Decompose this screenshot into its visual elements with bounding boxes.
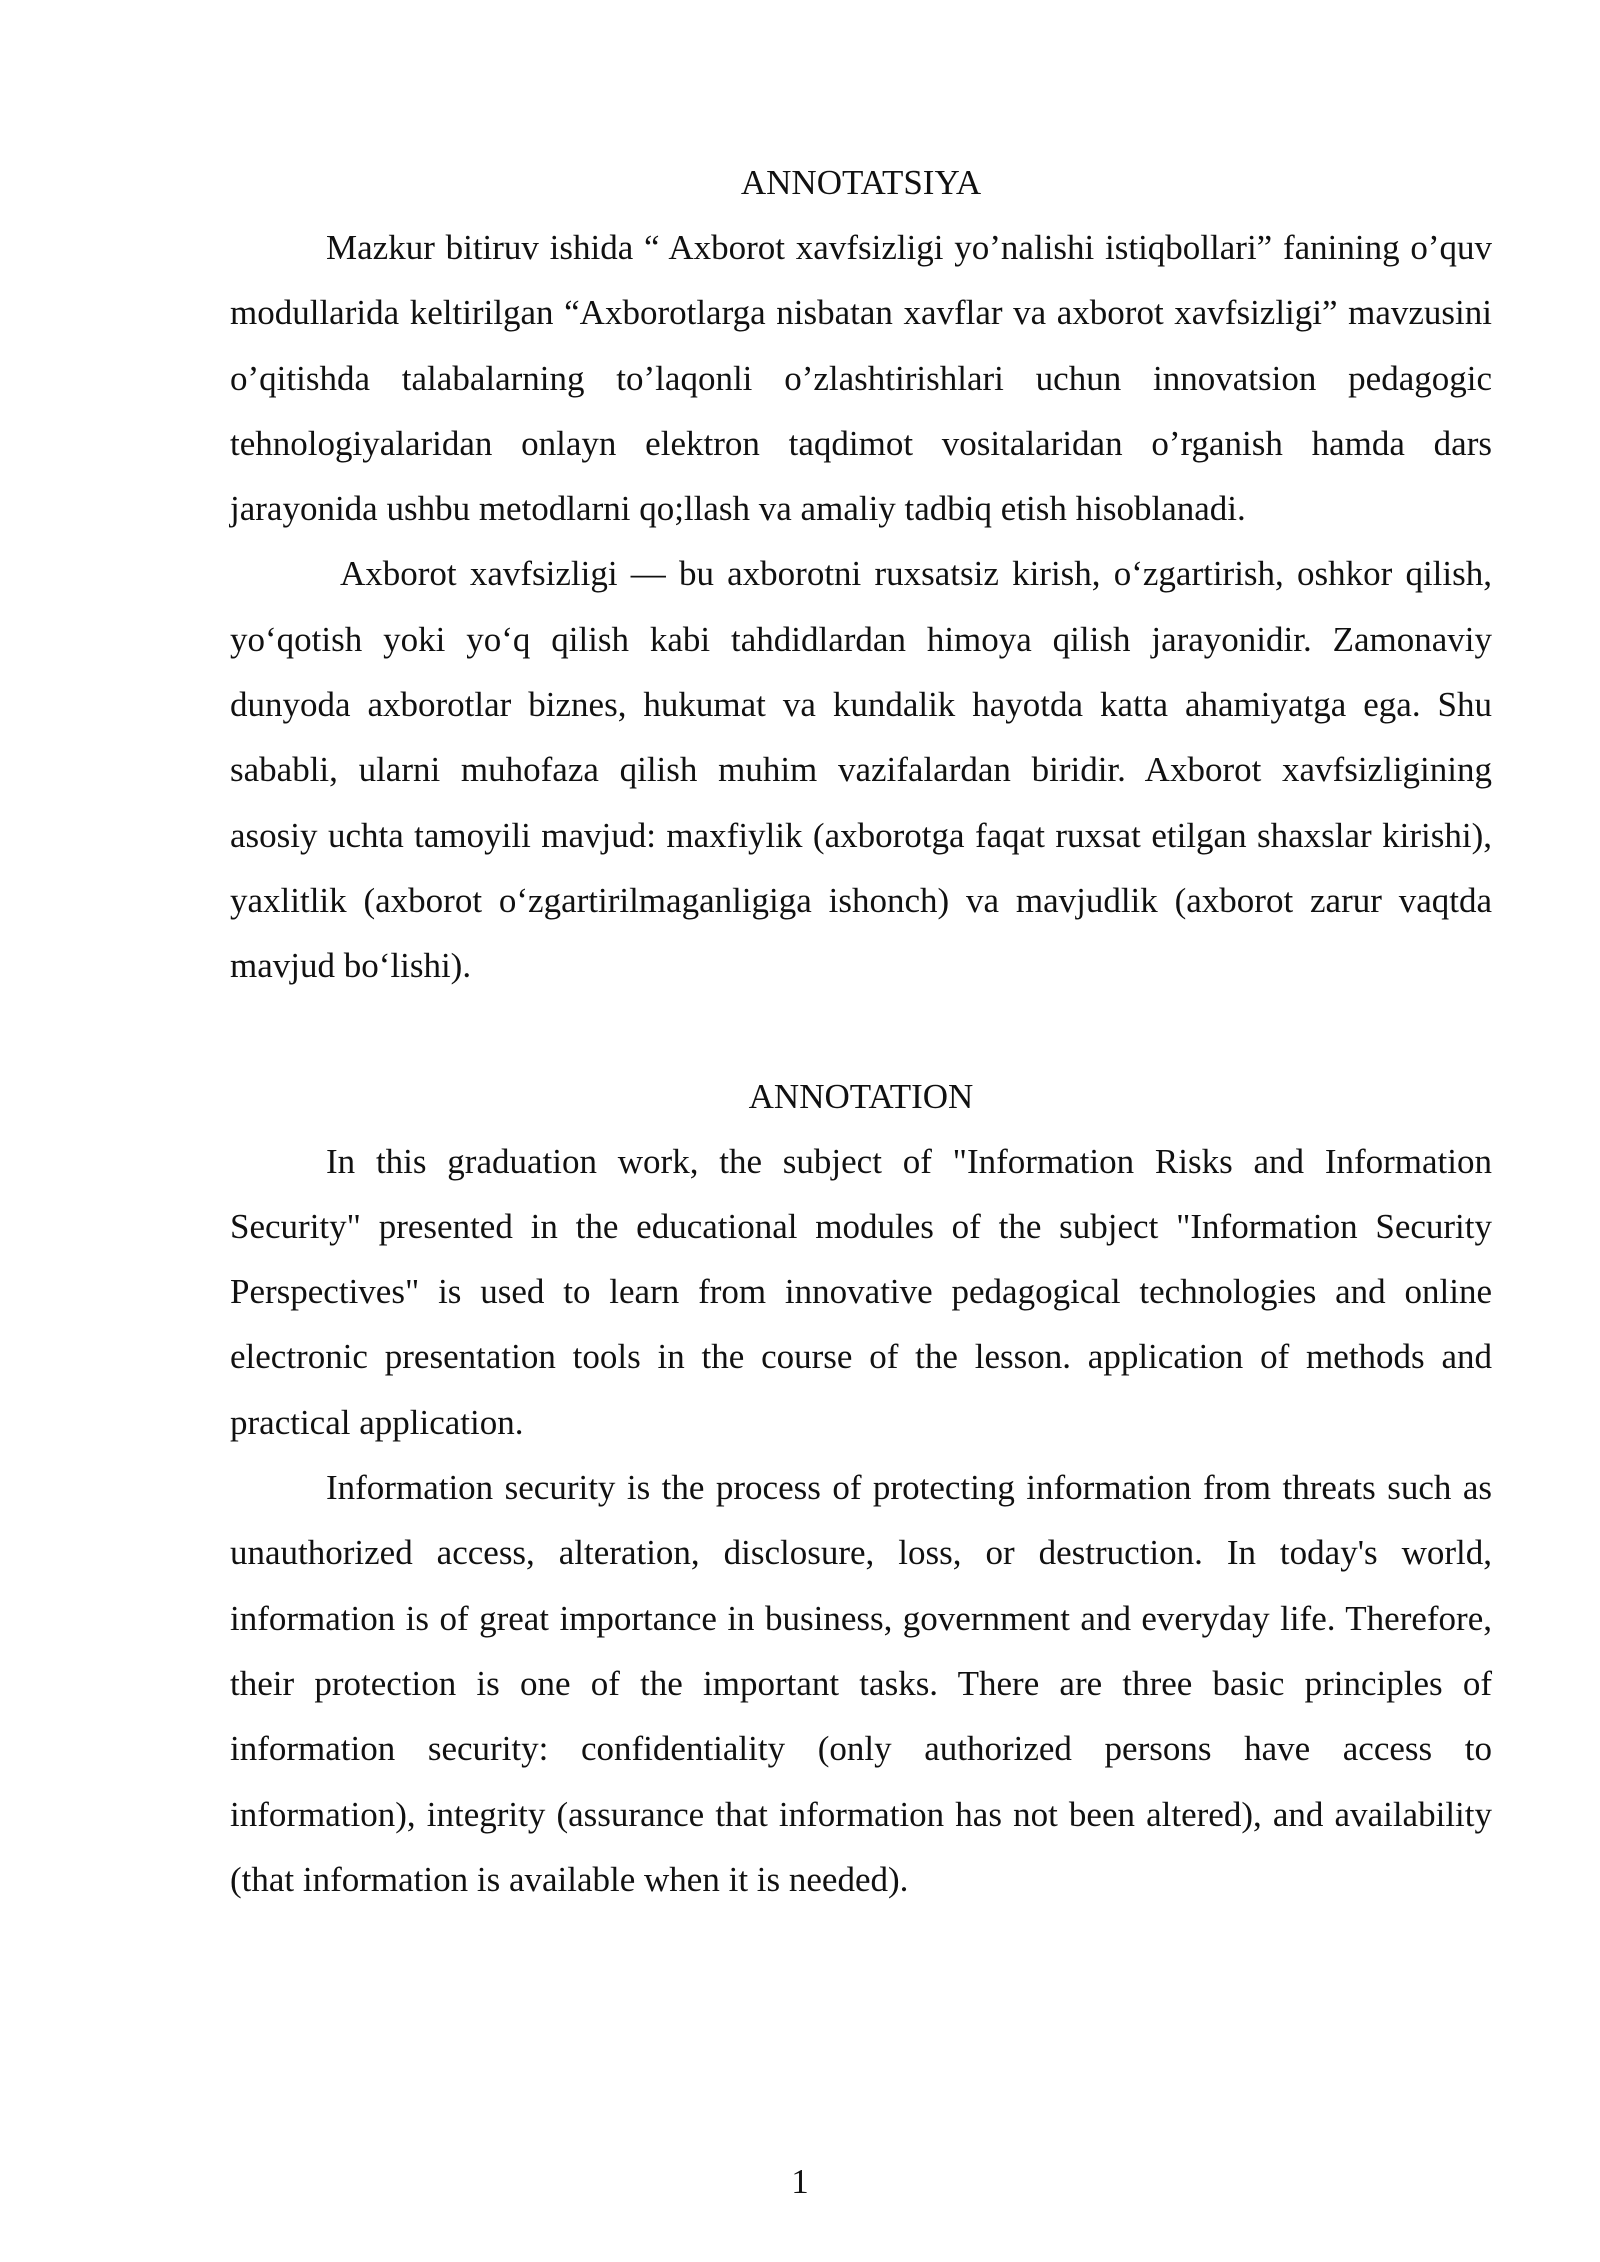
uzbek-paragraph-1: Mazkur bitiruv ishida “ Axborot xavfsizligi yo’nalishi istiqbollari” fanining o’quv modullarida keltirilgan “Axborotlarga nisbatan xavflar va axborot xavfsizligi” mavzusini o’qitishda talabalarning to’laqonli o’zlashtirishlari uchun innovatsion pedagogic tehnologiyalaridan onlayn elektron taqdimot vositalaridan o’rganish hamda dars jarayonida ushbu metodlarni qo;llash va amaliy tadbiq etish hisoblanadi. [230,228,1492,529]
english-paragraph-1: In this graduation work, the subject of "Information Risks and Information Security" presented in the educational modules of the subject "Information Security Perspectives" is used to learn from innovative pedagogical technologies and online electronic presentation tools in the course of the lesson. application of methods and practical application. [230,1141,1492,1442]
uzbek-paragraph-2: Axborot xavfsizligi — bu axborotni ruxsatsiz kirish, oʻzgartirish, oshkor qilish, yoʻqotish yoki yoʻq qilish kabi tahdidlardan himoya qilish jarayonidir. Zamonaviy dunyoda axborotlar biznes, hukumat va kundalik hayotda katta ahamiyatga ega. Shu sababli, ularni muhofaza qilish muhim vazifalardan biridir. Axborot xavfsizligining asosiy uchta tamoyili mavjud: maxfiylik (axborotga faqat ruxsat etilgan shaxslar kirishi), yaxlitlik (axborot oʻzgartirilmaganligiga ishonch) va mavjudlik (axborot zarur vaqtda mavjud boʻlishi). [230,554,1492,986]
section-spacer [230,999,1492,1064]
page-number: 1 [791,2162,809,2201]
page-content [230,150,1492,1912]
uzbek-annotation-heading: ANNOTATSIYA [740,163,982,202]
english-annotation-heading: ANNOTATION [748,1076,974,1116]
english-paragraph-2: Information security is the process of protecting information from threats such as unauthorized access, alteration, disclosure, loss, or destruction. In today's world, information is of great importance in business, government and everyday life. Therefore, their protection is one of the important tasks. There are three basic principles of information security: confidentiality (only authorized persons have access to information), integrity (assurance that information has not been altered), and availability (that information is available when it is needed). [230,1468,1492,1899]
